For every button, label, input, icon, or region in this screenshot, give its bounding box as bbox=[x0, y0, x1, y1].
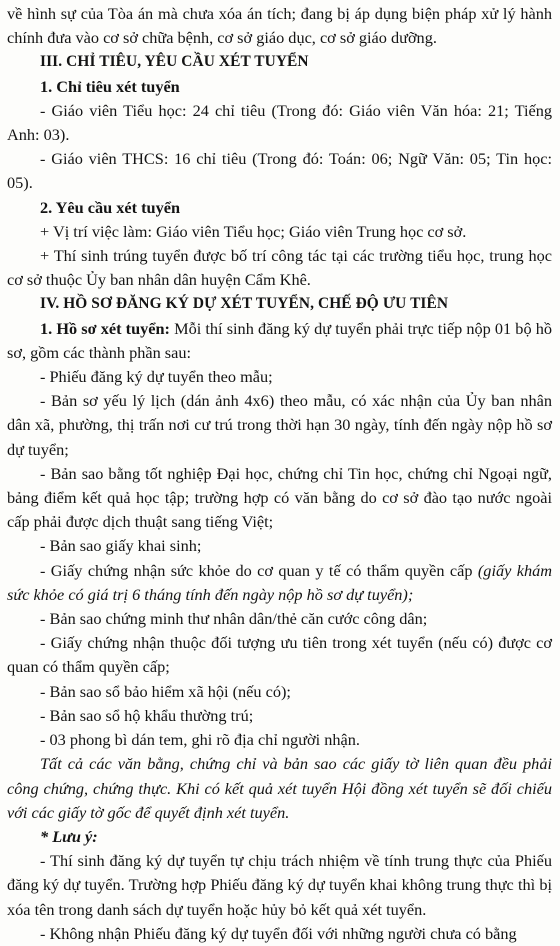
health-cert-text: - Giấy chứng nhận sức khỏe do cơ quan y tế có thẩm quyền cấp bbox=[40, 560, 478, 580]
dossier-intro: Mỗi thí sinh đăng ký dự tuyển phải trực tiếp nộp 01 bộ hồ sơ, gồm các thành phần sau: bbox=[7, 318, 552, 362]
list-item: - Phiếu đăng ký dự tuyển theo mẫu; bbox=[40, 367, 273, 387]
list-item: - Bản sao chứng minh thư nhân dân/thẻ căn cước công dân; bbox=[40, 609, 428, 629]
note-heading: * Lưu ý: bbox=[40, 826, 98, 846]
list-item: - Bản sao bằng tốt nghiệp Đại học, chứng chỉ Tin học, chứng chỉ Ngoại ngữ, bảng điểm kết quả học tập; trường hợp có văn bằng do cơ sở đào tạo nước ngoài cấp phải được dịch thuật sang tiếng Việt; bbox=[7, 463, 552, 532]
list-item bbox=[7, 559, 552, 607]
health-cert-note: (giấy khám sức khỏe có giá trị 6 tháng tính đến ngày nộp hồ sơ dự tuyển); bbox=[7, 560, 552, 604]
paragraph-notarization: Tất cả các văn bằng, chứng chỉ và bản sao các giấy tờ liên quan đều phải công chứng, chứng thực. Khi có kết quả xét tuyển Hội đồng xét tuyển sẽ đối chiếu với các giấy tờ gốc để quyết định xét tuyển. bbox=[7, 754, 552, 822]
subheading-quota: 1. Chỉ tiêu xét tuyển bbox=[40, 76, 180, 96]
paragraph-note-honesty: - Thí sinh đăng ký dự tuyển tự chịu trách nhiệm về tính trung thực của Phiếu đăng ký dự tuyển. Trường hợp Phiếu đăng ký dự tuyển khai không trung thực thì bị xóa tên trong danh sách dự tuyển hoặc hủy bỏ kết quả xét tuyển. bbox=[7, 851, 552, 919]
paragraph-placement: + Thí sinh trúng tuyển được bố trí công tác tại các trường tiểu học, trung học cơ sở thuộc Ủy ban nhân dân huyện Cẩm Khê. bbox=[7, 246, 552, 290]
section-heading-iv: IV. HỒ SƠ ĐĂNG KÝ DỰ XÉT TUYỂN, CHẾ ĐỘ ƯU TIÊN bbox=[40, 295, 449, 313]
list-item: - Bản sao giấy khai sinh; bbox=[40, 536, 202, 556]
paragraph-job-position: + Vị trí việc làm: Giáo viên Tiểu học; Giáo viên Trung học cơ sở. bbox=[40, 221, 467, 241]
list-item: - Bản sơ yếu lý lịch (dán ảnh 4x6) theo mẫu, có xác nhận của Ủy ban nhân dân xã, phường, thị trấn nơi cư trú trong thời hạn 30 ngày, tính đến ngày nộp hồ sơ dự tuyển; bbox=[7, 391, 552, 459]
paragraph-note-rejection: - Không nhận Phiếu đăng ký dự tuyển đối với những người chưa có bằng bbox=[40, 923, 517, 943]
section-heading-iii: III. CHỈ TIÊU, YÊU CẦU XÉT TUYỂN bbox=[40, 53, 309, 71]
subheading-dossier: 1. Hồ sơ xét tuyển: bbox=[40, 318, 170, 338]
subheading-requirements: 2. Yêu cầu xét tuyển bbox=[40, 197, 181, 217]
paragraph-continuation: về hình sự của Tòa án mà chưa xóa án tích; đang bị áp dụng biện pháp xử lý hành chính đưa vào cơ sở chữa bệnh, cơ sở giáo dục, cơ sở giáo dưỡng. bbox=[7, 4, 552, 48]
list-item: - Bản sao sổ hộ khẩu thường trú; bbox=[40, 705, 254, 725]
paragraph-secondary-teachers: - Giáo viên THCS: 16 chỉ tiêu (Trong đó: Toán: 06; Ngữ Văn: 05; Tin học: 05). bbox=[7, 149, 552, 193]
list-item: - Giấy chứng nhận thuộc đối tượng ưu tiên trong xét tuyển (nếu có) được cơ quan có thẩm quyền cấp; bbox=[7, 633, 552, 677]
list-item: - Bản sao sổ bảo hiểm xã hội (nếu có); bbox=[40, 681, 291, 701]
paragraph-primary-teachers: - Giáo viên Tiểu học: 24 chỉ tiêu (Trong đó: Giáo viên Văn hóa: 21; Tiếng Anh: 03). bbox=[7, 100, 552, 145]
list-item: - 03 phong bì dán tem, ghi rõ địa chỉ người nhận. bbox=[40, 730, 360, 750]
paragraph-dossier bbox=[7, 317, 552, 365]
